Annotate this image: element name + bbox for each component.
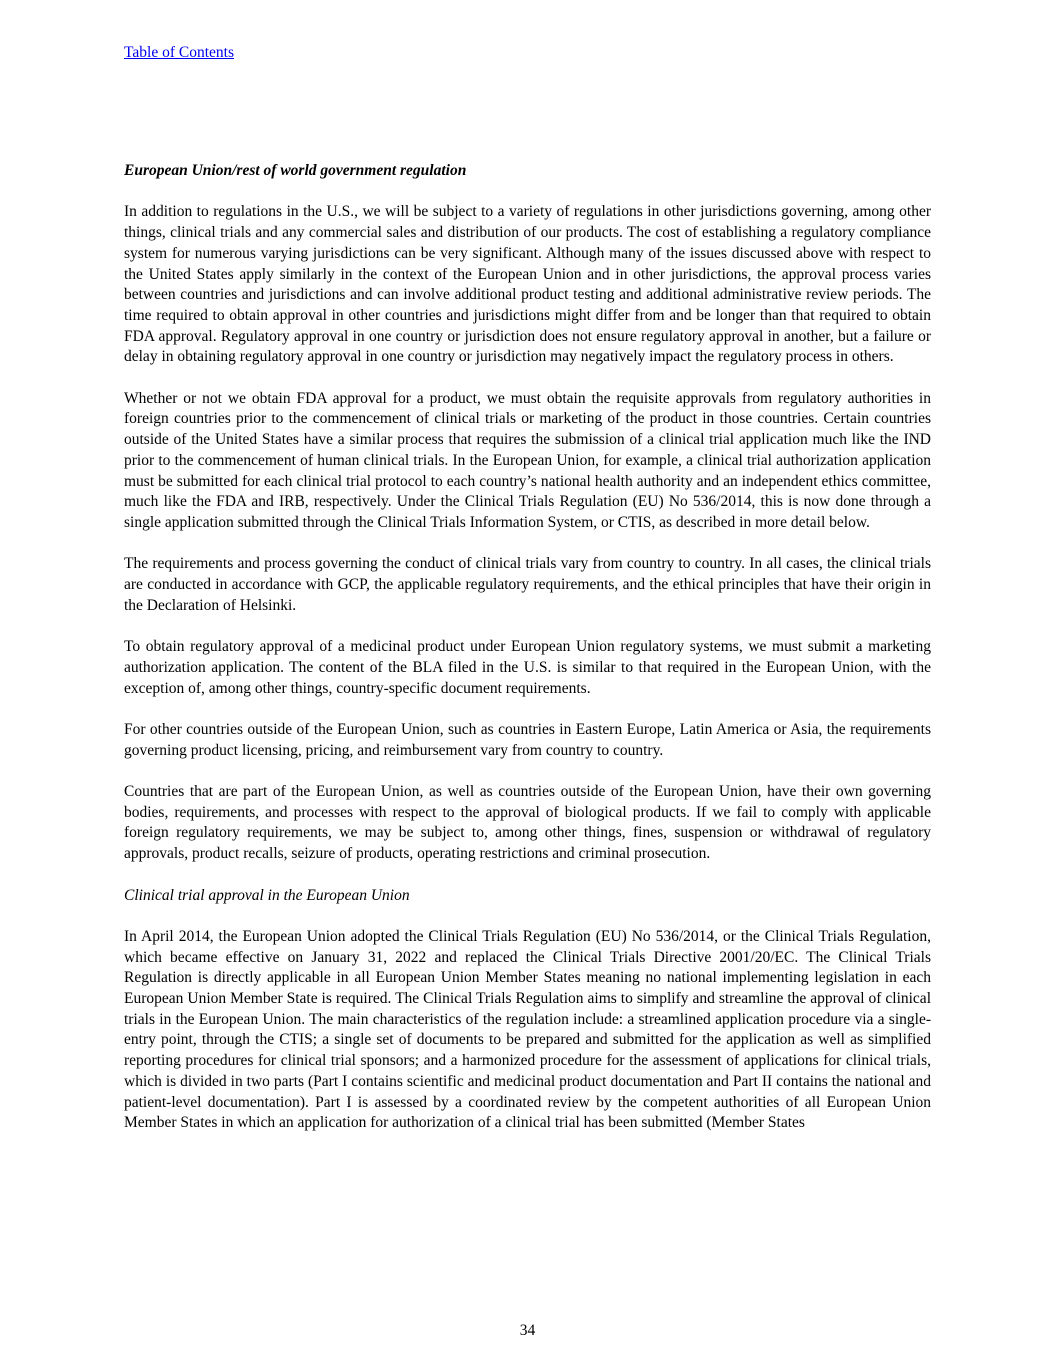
paragraph: In addition to regulations in the U.S., we will be subject to a variety of regulations in other jurisdictions governing, among other things, clinical trials and any commercial sales and distribution of our products. The cost of establishing a regulatory compliance system for numerous varying jurisdictions can be very significant. Although many of the issues discussed above with respect to the United States apply similarly in the context of the European Union and in other jurisdictions, the approval process varies between countries and jurisdictions and can involve additional product testing and additional administrative review periods. The time required to obtain approval in other countries and jurisdictions might differ from and be longer than that required to obtain FDA approval. Regulatory approval in one country or jurisdiction does not ensure regulatory approval in another, but a failure or delay in obtaining regulatory approval in one country or jurisdiction may negatively impact the regulatory process in others.: [124, 203, 931, 366]
page-number: 34: [519, 1322, 536, 1339]
paragraph: In April 2014, the European Union adopted the Clinical Trials Regulation (EU) No 536/2014, or the Clinical Trials Regulation, which became effective on January 31, 2022 and replaced the Clinical Trials Directive 2001/20/EC. The Clinical Trials Regulation is directly applicable in all European Union Member States meaning no national implementing legislation in each European Union Member State is required. The Clinical Trials Regulation aims to simplify and streamline the approval of clinical trials in the European Union. The main characteristics of the regulation include: a streamlined application procedure via a single-entry point, through the CTIS; a single set of documents to be prepared and submitted for the application as well as simplified reporting procedures for clinical trial sponsors; and a harmonized procedure for the assessment of applications for clinical trials, which is divided in two parts (Part I contains scientific and medicinal product documentation and Part II contains the national and patient-level documentation). Part I is assessed by a coordinated review by the competent authorities of all European Union Member States in which an application for authorization of a clinical trial has been submitted (Member States: [124, 927, 931, 1132]
section-heading: European Union/rest of world government regulation: [124, 162, 467, 179]
paragraph: Countries that are part of the European Union, as well as countries outside of the European Union, have their own governing bodies, requirements, and processes with respect to the approval of biological products. If we fail to comply with applicable foreign regulatory requirements, we may be subject to, among other things, fines, suspension or withdrawal of regulatory approvals, product recalls, seizure of products, operating restrictions and criminal prosecution.: [124, 783, 931, 863]
document-body: [124, 161, 931, 1155]
paragraph: For other countries outside of the European Union, such as countries in Eastern Europe, Latin America or Asia, the requirements governing product licensing, pricing, and reimbursement vary from country to country.: [124, 720, 931, 759]
subsection-heading: Clinical trial approval in the European Union: [124, 886, 410, 904]
paragraph: To obtain regulatory approval of a medicinal product under European Union regulatory systems, we must submit a marketing authorization application. The content of the BLA filed in the U.S. is similar to that required in the European Union, with the exception of, among other things, country-specific document requirements.: [124, 638, 931, 697]
table-of-contents-link[interactable]: Table of Contents: [124, 44, 234, 61]
paragraph: Whether or not we obtain FDA approval for a product, we must obtain the requisite approvals from regulatory authorities in foreign countries prior to the commencement of clinical trials or marketing of the product in those countries. Certain countries outside of the United States have a similar process that requires the submission of a clinical trial application much like the IND prior to the commencement of human clinical trials. In the European Union, for example, a clinical trial authorization application must be submitted for each clinical trial protocol to each country’s national health authority and an independent ethics committee, much like the FDA and IRB, respectively. Under the Clinical Trials Regulation (EU) No 536/2014, this is now done through a single application submitted through the Clinical Trials Information System, or CTIS, as described in more detail below.: [124, 389, 931, 531]
paragraph: The requirements and process governing the conduct of clinical trials vary from country to country. In all cases, the clinical trials are conducted in accordance with GCP, the applicable regulatory requirements, and the ethical principles that have their origin in the Declaration of Helsinki.: [124, 555, 931, 614]
